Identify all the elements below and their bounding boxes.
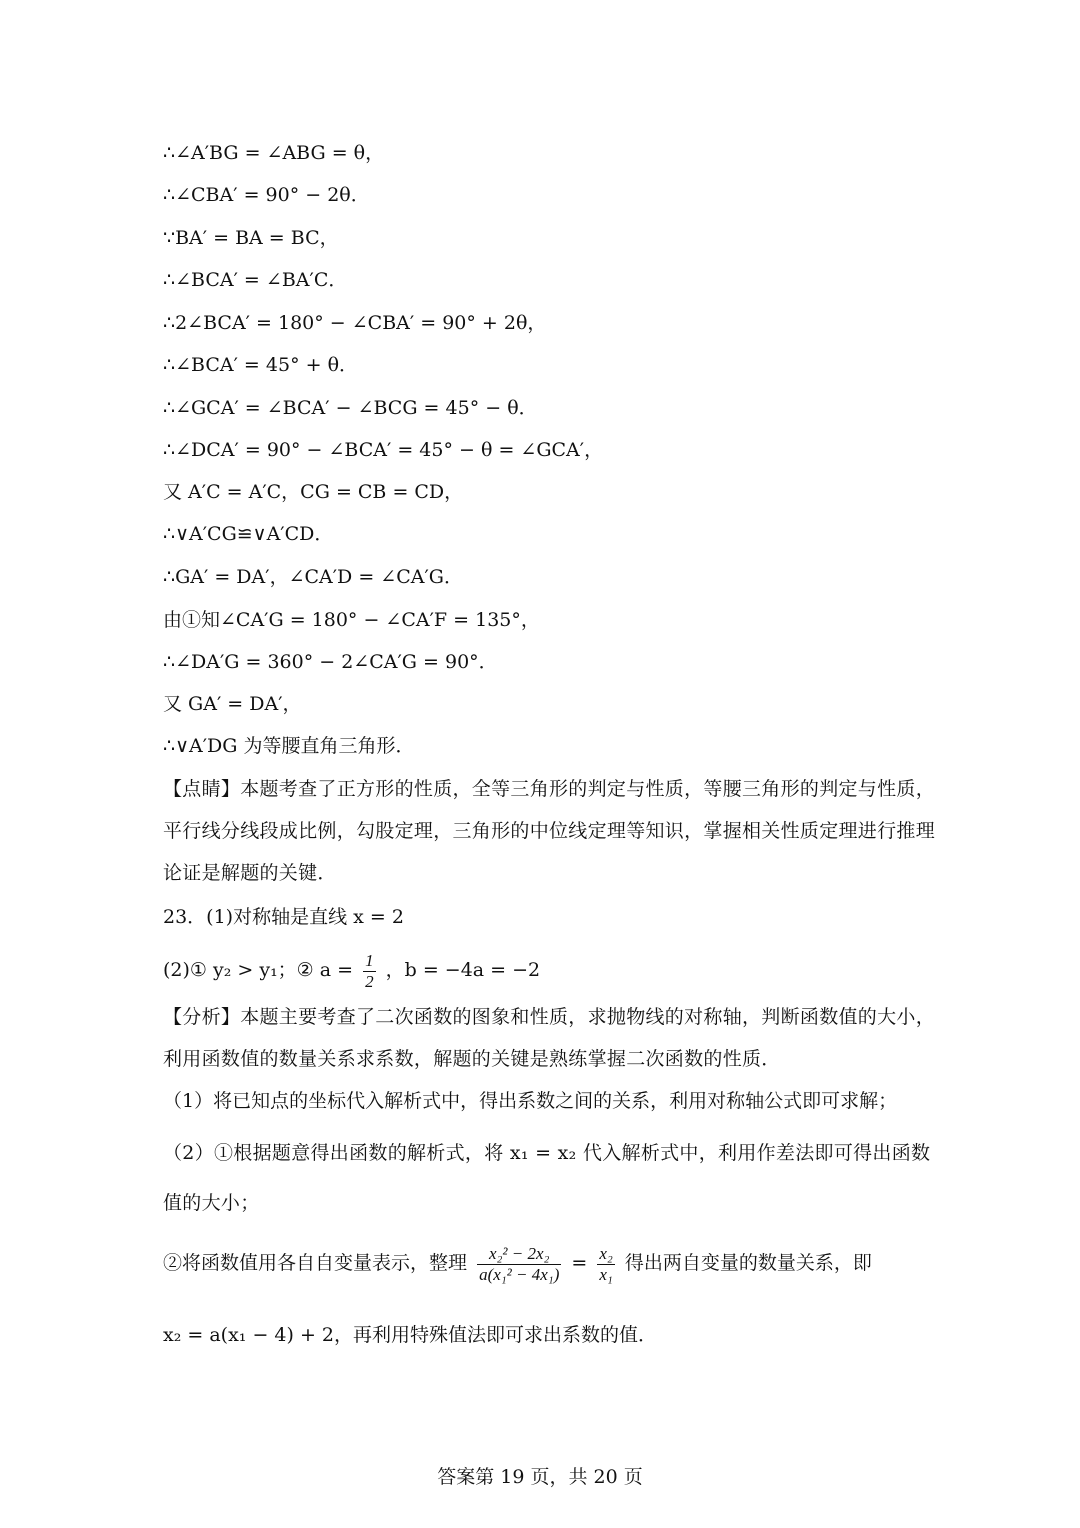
fraction-denominator: a(x₁² − 4x₁) — [479, 1264, 560, 1284]
proof-line: ∴∠BCA′ = ∠BA′C． — [163, 269, 348, 291]
page-footer: 答案第 19 页，共 20 页 — [437, 1466, 643, 1488]
proof-line: ∴GA′ = DA′，∠CA′D = ∠CA′G． — [163, 566, 463, 588]
q23-part2-suffix: ，b = −4a = −2 — [385, 959, 541, 981]
proof-line: ∵BA′ = BA = BC， — [163, 227, 339, 249]
step3-suffix: 得出两自变量的数量关系，即 — [624, 1252, 872, 1274]
proof-line: ∴∠CBA′ = 90° − 2θ． — [163, 184, 370, 206]
q23-part2-prefix: (2)① y₂ > y₁；② a = — [163, 959, 354, 981]
q23-part2 — [163, 948, 943, 992]
fraction-denominator: x₁ — [599, 1264, 613, 1284]
fraction-x2-over-x1-expression — [477, 1244, 561, 1285]
proof-line: ∴∠DCA′ = 90° − ∠BCA′ = 45° − θ = ∠GCA′， — [163, 439, 604, 461]
fraction-numerator: x₂ — [599, 1243, 613, 1263]
fraction-numerator: 1 — [365, 950, 374, 970]
proof-line: ∴∠DA′G = 360° − 2∠CA′G = 90°． — [163, 651, 498, 673]
q23-part1: 23．(1)对称轴是直线 x = 2 — [163, 906, 404, 928]
fraction-denominator: 2 — [365, 971, 374, 991]
proof-line: ∴∠BCA′ = 45° + θ． — [163, 354, 359, 376]
fraction-x2-over-x1 — [597, 1244, 614, 1285]
proof-line: ∴2∠BCA′ = 180° − ∠CBA′ = 90° + 2θ， — [163, 312, 547, 334]
proof-line: ∴∨A′DG 为等腰直角三角形． — [163, 735, 415, 757]
step3-prefix: ②将函数值用各自自变量表示，整理 — [163, 1252, 468, 1274]
analysis-step4: x₂ = a(x₁ − 4) + 2，再利用特殊值法即可求出系数的值． — [163, 1324, 657, 1346]
analysis-step3 — [163, 1238, 943, 1288]
fraction-numerator: x₂² − 2x₂ — [477, 1244, 561, 1265]
analysis-step2: （2）①根据题意得出函数的解析式，将 x₁ = x₂ 代入解析式中，利用作差法即可得出函数值的大小； — [163, 1142, 931, 1214]
comment-paragraph: 【点睛】本题考查了正方形的性质，全等三角形的判定与性质，等腰三角形的判定与性质，平行线分线段成比例，勾股定理，三角形的中位线定理等知识，掌握相关性质定理进行推理论证是解题的关键． — [163, 778, 936, 884]
analysis-paragraph: 【分析】本题主要考查了二次函数的图象和性质，求抛物线的对称轴，判断函数值的大小，利用函数值的数量关系求系数，解题的关键是熟练掌握二次函数的性质． — [163, 1006, 936, 1070]
proof-line: ∴∨A′CG≌∨A′CD． — [163, 523, 334, 545]
proof-line: ∴∠A′BG = ∠ABG = θ， — [163, 142, 385, 164]
proof-line: ∴∠GCA′ = ∠BCA′ − ∠BCG = 45° − θ． — [163, 397, 538, 419]
equals-sign: = — [571, 1252, 588, 1274]
proof-line: 又 GA′ = DA′， — [163, 693, 302, 715]
fraction-one-half — [363, 951, 376, 992]
proof-line: 由①知∠CA′G = 180° − ∠CA′F = 135°， — [163, 609, 540, 631]
analysis-step1: （1）将已知点的坐标代入解析式中，得出系数之间的关系，利用对称轴公式即可求解； — [163, 1090, 898, 1112]
proof-line: 又 A′C = A′C，CG = CB = CD， — [163, 481, 464, 503]
